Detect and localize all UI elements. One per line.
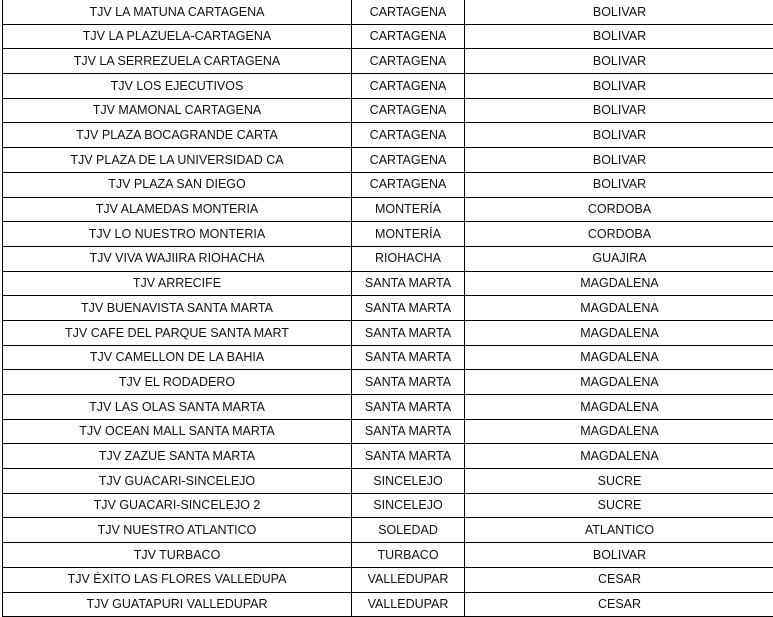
table-row [3, 24, 773, 49]
store-name-cell: TJV LOS EJECUTIVOS [3, 74, 352, 99]
store-name-cell: TJV PLAZA DE LA UNIVERSIDAD CA [3, 148, 352, 173]
store-name-cell: TJV GUACARI-SINCELEJO [3, 469, 352, 494]
table-row [3, 518, 773, 543]
table-row [3, 370, 773, 395]
city-cell: SOLEDAD [352, 518, 465, 543]
city-cell: SANTA MARTA [352, 370, 465, 395]
table-row [3, 345, 773, 370]
table-row [3, 592, 773, 617]
city-cell: CARTAGENA [352, 24, 465, 49]
store-name-cell: TJV ÉXITO LAS FLORES VALLEDUPA [3, 567, 352, 592]
city-cell: CARTAGENA [352, 172, 465, 197]
department-cell: MAGDALENA [465, 419, 773, 444]
city-cell: SINCELEJO [352, 469, 465, 494]
table-row [3, 493, 773, 518]
city-cell: MONTERÍA [352, 197, 465, 222]
store-name-cell: TJV NUESTRO ATLANTICO [3, 518, 352, 543]
department-cell: MAGDALENA [465, 271, 773, 296]
department-cell: BOLIVAR [465, 98, 773, 123]
department-cell: MAGDALENA [465, 345, 773, 370]
store-name-cell: TJV LA PLAZUELA-CARTAGENA [3, 24, 352, 49]
city-cell: CARTAGENA [352, 148, 465, 173]
department-cell: BOLIVAR [465, 148, 773, 173]
table-row [3, 296, 773, 321]
table-row [3, 444, 773, 469]
table-row [3, 172, 773, 197]
store-name-cell: TJV CAMELLON DE LA BAHIA [3, 345, 352, 370]
store-name-cell: TJV TURBACO [3, 543, 352, 568]
table-row [3, 148, 773, 173]
department-cell: SUCRE [465, 493, 773, 518]
table-row [3, 320, 773, 345]
department-cell: MAGDALENA [465, 370, 773, 395]
table-row [3, 567, 773, 592]
city-cell: CARTAGENA [352, 123, 465, 148]
department-cell: ATLANTICO [465, 518, 773, 543]
city-cell: SANTA MARTA [352, 320, 465, 345]
department-cell: CORDOBA [465, 222, 773, 247]
city-cell: SANTA MARTA [352, 296, 465, 321]
table-row [3, 197, 773, 222]
store-name-cell: TJV CAFE DEL PARQUE SANTA MART [3, 320, 352, 345]
store-name-cell: TJV BUENAVISTA SANTA MARTA [3, 296, 352, 321]
city-cell: CARTAGENA [352, 74, 465, 99]
department-cell: BOLIVAR [465, 24, 773, 49]
store-name-cell: TJV PLAZA SAN DIEGO [3, 172, 352, 197]
department-cell: MAGDALENA [465, 320, 773, 345]
store-name-cell: TJV LA SERREZUELA CARTAGENA [3, 49, 352, 74]
city-cell: RIOHACHA [352, 246, 465, 271]
department-cell: BOLIVAR [465, 74, 773, 99]
city-cell: CARTAGENA [352, 98, 465, 123]
city-cell: SANTA MARTA [352, 395, 465, 420]
store-name-cell: TJV EL RODADERO [3, 370, 352, 395]
city-cell: SANTA MARTA [352, 271, 465, 296]
store-name-cell: TJV LO NUESTRO MONTERIA [3, 222, 352, 247]
table-row [3, 543, 773, 568]
store-name-cell: TJV OCEAN MALL SANTA MARTA [3, 419, 352, 444]
city-cell: TURBACO [352, 543, 465, 568]
department-cell: MAGDALENA [465, 296, 773, 321]
department-cell: SUCRE [465, 469, 773, 494]
table-row [3, 246, 773, 271]
store-name-cell: TJV VIVA WAJIIRA RIOHACHA [3, 246, 352, 271]
department-cell: MAGDALENA [465, 395, 773, 420]
city-cell: SINCELEJO [352, 493, 465, 518]
table-row [3, 0, 773, 24]
department-cell: GUAJIRA [465, 246, 773, 271]
department-cell: BOLIVAR [465, 123, 773, 148]
store-name-cell: TJV GUATAPURI VALLEDUPAR [3, 592, 352, 617]
table-body [3, 0, 773, 617]
store-name-cell: TJV ZAZUE SANTA MARTA [3, 444, 352, 469]
department-cell: BOLIVAR [465, 49, 773, 74]
store-name-cell: TJV LAS OLAS SANTA MARTA [3, 395, 352, 420]
department-cell: BOLIVAR [465, 543, 773, 568]
table-row [3, 49, 773, 74]
city-cell: CARTAGENA [352, 49, 465, 74]
table-row [3, 98, 773, 123]
city-cell: CARTAGENA [352, 0, 465, 24]
department-cell: CESAR [465, 592, 773, 617]
store-name-cell: TJV PLAZA BOCAGRANDE CARTA [3, 123, 352, 148]
store-name-cell: TJV GUACARI-SINCELEJO 2 [3, 493, 352, 518]
department-cell: CORDOBA [465, 197, 773, 222]
store-locations-table [2, 0, 773, 617]
department-cell: CESAR [465, 567, 773, 592]
table-row [3, 222, 773, 247]
table-row [3, 419, 773, 444]
table-row [3, 271, 773, 296]
city-cell: MONTERÍA [352, 222, 465, 247]
table-row [3, 395, 773, 420]
table-row [3, 469, 773, 494]
city-cell: SANTA MARTA [352, 444, 465, 469]
table-row [3, 74, 773, 99]
store-name-cell: TJV LA MATUNA CARTAGENA [3, 0, 352, 24]
department-cell: BOLIVAR [465, 0, 773, 24]
city-cell: VALLEDUPAR [352, 567, 465, 592]
table-row [3, 123, 773, 148]
city-cell: SANTA MARTA [352, 419, 465, 444]
store-name-cell: TJV ALAMEDAS MONTERIA [3, 197, 352, 222]
city-cell: SANTA MARTA [352, 345, 465, 370]
city-cell: VALLEDUPAR [352, 592, 465, 617]
store-name-cell: TJV MAMONAL CARTAGENA [3, 98, 352, 123]
store-name-cell: TJV ARRECIFE [3, 271, 352, 296]
department-cell: MAGDALENA [465, 444, 773, 469]
department-cell: BOLIVAR [465, 172, 773, 197]
